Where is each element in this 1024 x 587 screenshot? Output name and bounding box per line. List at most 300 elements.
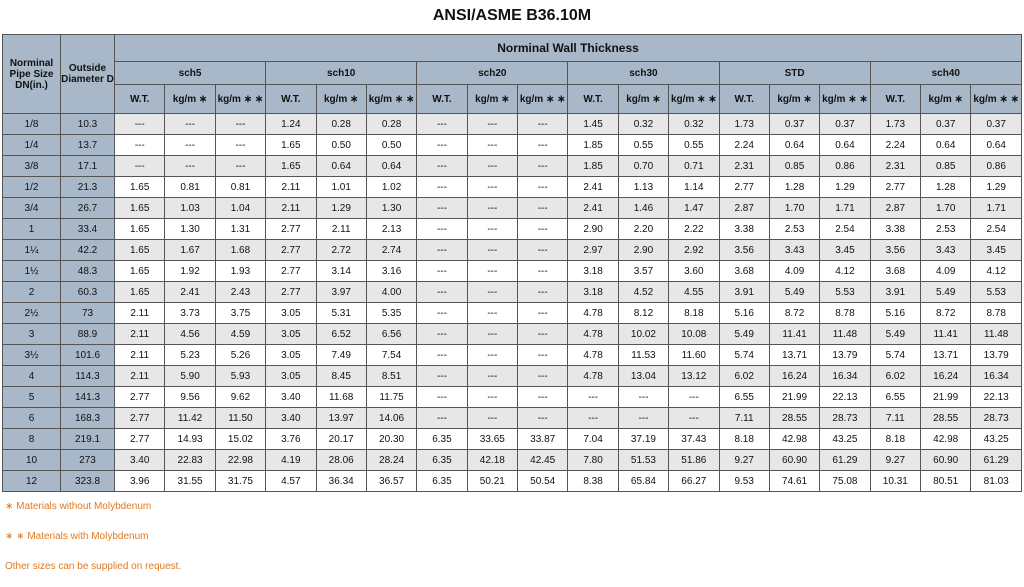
table-cell: 60.90	[769, 450, 819, 471]
weight-subheader: kg/m ∗	[769, 85, 819, 114]
table-cell: 11.48	[971, 324, 1022, 345]
schedule-group-header: sch10	[266, 62, 417, 85]
table-cell: ---	[417, 198, 467, 219]
table-cell: ---	[518, 324, 568, 345]
table-cell: 5.49	[870, 324, 920, 345]
table-cell: ---	[467, 156, 517, 177]
table-cell: 0.64	[366, 156, 416, 177]
table-cell: 5.49	[769, 282, 819, 303]
table-cell: 4.59	[215, 324, 265, 345]
outside-diameter-cell: 114.3	[61, 366, 115, 387]
table-cell: 60.90	[921, 450, 971, 471]
table-cell: 2.77	[266, 261, 316, 282]
table-cell: 2.53	[921, 219, 971, 240]
table-cell: 3.43	[769, 240, 819, 261]
table-cell: ---	[467, 366, 517, 387]
table-cell: ---	[467, 324, 517, 345]
table-row	[3, 198, 1022, 219]
table-cell: 1.30	[165, 219, 215, 240]
table-cell: 3.76	[266, 429, 316, 450]
table-cell: 2.77	[115, 408, 165, 429]
table-row	[3, 471, 1022, 492]
wall-thickness-subheader: W.T.	[115, 85, 165, 114]
pipe-size-cell: 1/4	[3, 135, 61, 156]
table-cell: 21.99	[769, 387, 819, 408]
table-cell: 7.54	[366, 345, 416, 366]
table-cell: 1.92	[165, 261, 215, 282]
table-cell: ---	[518, 135, 568, 156]
table-cell: 11.41	[921, 324, 971, 345]
pipe-size-cell: 4	[3, 366, 61, 387]
table-cell: ---	[518, 408, 568, 429]
table-cell: 1.30	[366, 198, 416, 219]
table-cell: ---	[417, 387, 467, 408]
table-cell: 5.53	[971, 282, 1022, 303]
column-subheader-row	[3, 85, 1022, 114]
table-cell: 3.05	[266, 324, 316, 345]
table-cell: 1.65	[115, 282, 165, 303]
table-cell: 5.16	[719, 303, 769, 324]
table-cell: 3.75	[215, 303, 265, 324]
table-cell: 6.56	[366, 324, 416, 345]
table-cell: 11.53	[618, 345, 668, 366]
table-cell: 8.38	[568, 471, 618, 492]
pipe-schedule-table	[2, 34, 1022, 492]
table-cell: 2.87	[870, 198, 920, 219]
schedule-group-header: sch20	[417, 62, 568, 85]
table-row	[3, 408, 1022, 429]
table-cell: 22.98	[215, 450, 265, 471]
table-cell: 0.64	[820, 135, 870, 156]
table-cell: 2.24	[870, 135, 920, 156]
table-cell: 9.53	[719, 471, 769, 492]
table-cell: 22.13	[971, 387, 1022, 408]
schedule-group-row	[3, 62, 1022, 85]
table-cell: 2.54	[971, 219, 1022, 240]
table-cell: 13.79	[971, 345, 1022, 366]
weight-subheader: kg/m ∗ ∗	[669, 85, 719, 114]
weight-subheader: kg/m ∗ ∗	[366, 85, 416, 114]
table-cell: 8.45	[316, 366, 366, 387]
table-cell: 1.03	[165, 198, 215, 219]
table-cell: 4.55	[669, 282, 719, 303]
table-cell: 1.28	[769, 177, 819, 198]
table-cell: 2.20	[618, 219, 668, 240]
table-cell: ---	[618, 408, 668, 429]
table-row	[3, 135, 1022, 156]
pipe-size-cell: 3/4	[3, 198, 61, 219]
table-cell: 43.25	[971, 429, 1022, 450]
table-cell: ---	[115, 156, 165, 177]
schedule-group-header: sch5	[115, 62, 266, 85]
table-cell: 11.68	[316, 387, 366, 408]
table-cell: 5.31	[316, 303, 366, 324]
table-cell: 6.02	[870, 366, 920, 387]
table-cell: 33.87	[518, 429, 568, 450]
table-cell: 36.34	[316, 471, 366, 492]
table-cell: ---	[467, 219, 517, 240]
table-cell: 3.73	[165, 303, 215, 324]
table-cell: 20.17	[316, 429, 366, 450]
table-cell: ---	[467, 198, 517, 219]
table-cell: 4.78	[568, 366, 618, 387]
table-cell: ---	[467, 135, 517, 156]
table-row	[3, 429, 1022, 450]
table-cell: 9.27	[870, 450, 920, 471]
table-cell: 1.14	[669, 177, 719, 198]
outside-diameter-cell: 10.3	[61, 114, 115, 135]
table-cell: 2.11	[115, 366, 165, 387]
pipe-size-cell: 12	[3, 471, 61, 492]
table-cell: 22.83	[165, 450, 215, 471]
table-cell: 9.56	[165, 387, 215, 408]
table-cell: 1.65	[115, 198, 165, 219]
table-cell: 1.65	[266, 156, 316, 177]
table-cell: 4.00	[366, 282, 416, 303]
outside-diameter-cell: 17.1	[61, 156, 115, 177]
table-cell: 3.91	[719, 282, 769, 303]
table-cell: 2.74	[366, 240, 416, 261]
pipe-size-cell: 1/2	[3, 177, 61, 198]
outside-diameter-cell: 323.8	[61, 471, 115, 492]
table-cell: 65.84	[618, 471, 668, 492]
table-cell: 1.45	[568, 114, 618, 135]
table-cell: 42.98	[769, 429, 819, 450]
table-cell: 2.90	[618, 240, 668, 261]
table-cell: 0.70	[618, 156, 668, 177]
table-cell: 66.27	[669, 471, 719, 492]
pipe-size-cell: 2½	[3, 303, 61, 324]
table-cell: ---	[518, 303, 568, 324]
table-cell: 9.27	[719, 450, 769, 471]
table-cell: 11.60	[669, 345, 719, 366]
table-cell: 11.50	[215, 408, 265, 429]
table-cell: ---	[467, 408, 517, 429]
table-cell: 51.53	[618, 450, 668, 471]
table-cell: ---	[467, 303, 517, 324]
table-cell: 7.04	[568, 429, 618, 450]
table-cell: 3.38	[870, 219, 920, 240]
pipe-size-cell: 3/8	[3, 156, 61, 177]
outside-diameter-cell: 26.7	[61, 198, 115, 219]
table-cell: 2.41	[568, 198, 618, 219]
table-cell: ---	[165, 135, 215, 156]
table-cell: 0.37	[820, 114, 870, 135]
table-cell: 9.62	[215, 387, 265, 408]
outside-diameter-cell: 48.3	[61, 261, 115, 282]
note-other-sizes: Other sizes can be supplied on request.	[5, 561, 182, 572]
table-cell: 6.35	[417, 471, 467, 492]
table-cell: ---	[417, 240, 467, 261]
outside-diameter-cell: 219.1	[61, 429, 115, 450]
table-cell: 0.28	[366, 114, 416, 135]
table-cell: 5.49	[921, 282, 971, 303]
schedule-group-header: sch30	[568, 62, 719, 85]
table-cell: 2.77	[266, 240, 316, 261]
table-cell: 1.71	[820, 198, 870, 219]
table-cell: 2.41	[568, 177, 618, 198]
table-cell: 1.65	[115, 261, 165, 282]
table-cell: 4.78	[568, 345, 618, 366]
table-cell: ---	[618, 387, 668, 408]
weight-subheader: kg/m ∗	[467, 85, 517, 114]
table-cell: 0.85	[769, 156, 819, 177]
table-cell: 7.11	[870, 408, 920, 429]
table-cell: 1.65	[115, 177, 165, 198]
table-cell: 2.22	[669, 219, 719, 240]
table-cell: 2.41	[165, 282, 215, 303]
outside-diameter-cell: 73	[61, 303, 115, 324]
table-cell: 13.04	[618, 366, 668, 387]
outside-diameter-cell: 88.9	[61, 324, 115, 345]
table-cell: 4.78	[568, 324, 618, 345]
table-cell: 8.51	[366, 366, 416, 387]
table-cell: ---	[165, 156, 215, 177]
table-cell: ---	[518, 282, 568, 303]
table-cell: 3.43	[921, 240, 971, 261]
table-cell: 3.97	[316, 282, 366, 303]
table-cell: 4.12	[820, 261, 870, 282]
table-cell: 8.12	[618, 303, 668, 324]
weight-subheader: kg/m ∗ ∗	[518, 85, 568, 114]
table-cell: 2.11	[115, 345, 165, 366]
table-cell: 4.52	[618, 282, 668, 303]
table-cell: ---	[467, 261, 517, 282]
table-cell: ---	[417, 324, 467, 345]
table-cell: 0.32	[618, 114, 668, 135]
pipe-size-cell: 2	[3, 282, 61, 303]
outside-diameter-cell: 60.3	[61, 282, 115, 303]
weight-subheader: kg/m ∗	[921, 85, 971, 114]
table-cell: 3.45	[971, 240, 1022, 261]
table-cell: 1.46	[618, 198, 668, 219]
table-cell: 1.29	[316, 198, 366, 219]
table-cell: 16.24	[769, 366, 819, 387]
table-cell: 1.65	[115, 240, 165, 261]
table-row	[3, 303, 1022, 324]
table-cell: 3.14	[316, 261, 366, 282]
table-cell: 2.11	[115, 303, 165, 324]
table-cell: 75.08	[820, 471, 870, 492]
table-cell: 14.93	[165, 429, 215, 450]
table-cell: 3.38	[719, 219, 769, 240]
table-cell: ---	[467, 345, 517, 366]
table-cell: 0.50	[316, 135, 366, 156]
pipe-size-cell: 3	[3, 324, 61, 345]
table-cell: ---	[518, 156, 568, 177]
table-cell: 1.01	[316, 177, 366, 198]
pipe-size-cell: 8	[3, 429, 61, 450]
table-cell: 3.16	[366, 261, 416, 282]
table-cell: 81.03	[971, 471, 1022, 492]
table-cell: 4.57	[266, 471, 316, 492]
table-cell: 10.31	[870, 471, 920, 492]
schedule-group-header: STD	[719, 62, 870, 85]
table-cell: 28.24	[366, 450, 416, 471]
wall-thickness-subheader: W.T.	[266, 85, 316, 114]
table-row	[3, 345, 1022, 366]
table-cell: ---	[417, 156, 467, 177]
table-cell: 80.51	[921, 471, 971, 492]
table-cell: ---	[215, 135, 265, 156]
table-cell: 42.98	[921, 429, 971, 450]
table-row	[3, 366, 1022, 387]
table-cell: 31.55	[165, 471, 215, 492]
table-cell: 0.28	[316, 114, 366, 135]
table-cell: ---	[417, 261, 467, 282]
pipe-size-cell: 1	[3, 219, 61, 240]
table-cell: 36.57	[366, 471, 416, 492]
wall-thickness-header: Norminal Wall Thickness	[115, 35, 1022, 62]
weight-subheader: kg/m ∗	[316, 85, 366, 114]
table-cell: 13.97	[316, 408, 366, 429]
table-cell: 74.61	[769, 471, 819, 492]
table-cell: ---	[518, 198, 568, 219]
table-cell: ---	[518, 177, 568, 198]
table-cell: 13.71	[769, 345, 819, 366]
table-cell: 6.55	[870, 387, 920, 408]
table-cell: ---	[467, 387, 517, 408]
table-row	[3, 261, 1022, 282]
table-cell: 1.65	[266, 135, 316, 156]
pipe-size-cell: 1/8	[3, 114, 61, 135]
table-cell: 16.24	[921, 366, 971, 387]
table-cell: 5.74	[870, 345, 920, 366]
table-cell: 8.78	[820, 303, 870, 324]
table-cell: 11.48	[820, 324, 870, 345]
table-cell: 1.70	[921, 198, 971, 219]
table-cell: 1.28	[921, 177, 971, 198]
table-cell: 2.77	[266, 282, 316, 303]
table-cell: ---	[417, 135, 467, 156]
table-cell: ---	[115, 135, 165, 156]
weight-subheader: kg/m ∗	[165, 85, 215, 114]
table-cell: 3.05	[266, 366, 316, 387]
table-cell: 11.42	[165, 408, 215, 429]
table-cell: 1.31	[215, 219, 265, 240]
table-cell: ---	[467, 240, 517, 261]
table-cell: ---	[568, 387, 618, 408]
table-cell: 1.47	[669, 198, 719, 219]
table-cell: 3.40	[115, 450, 165, 471]
table-cell: 13.12	[669, 366, 719, 387]
pipe-size-cell: 1¼	[3, 240, 61, 261]
table-cell: 0.64	[316, 156, 366, 177]
table-cell: 51.86	[669, 450, 719, 471]
table-row	[3, 387, 1022, 408]
table-cell: 8.78	[971, 303, 1022, 324]
table-cell: 28.73	[820, 408, 870, 429]
outside-diameter-cell: 13.7	[61, 135, 115, 156]
table-cell: ---	[518, 345, 568, 366]
outside-diameter-cell: 141.3	[61, 387, 115, 408]
table-cell: 5.90	[165, 366, 215, 387]
table-cell: 2.92	[669, 240, 719, 261]
table-cell: 1.67	[165, 240, 215, 261]
table-cell: 1.85	[568, 135, 618, 156]
table-cell: 11.75	[366, 387, 416, 408]
table-cell: 21.99	[921, 387, 971, 408]
weight-subheader: kg/m ∗ ∗	[971, 85, 1022, 114]
table-cell: 3.60	[669, 261, 719, 282]
table-cell: 1.73	[870, 114, 920, 135]
table-cell: 1.71	[971, 198, 1022, 219]
table-cell: 2.90	[568, 219, 618, 240]
table-cell: 42.45	[518, 450, 568, 471]
table-cell: ---	[417, 303, 467, 324]
table-cell: ---	[518, 387, 568, 408]
table-cell: 5.53	[820, 282, 870, 303]
table-cell: 31.75	[215, 471, 265, 492]
table-cell: 4.12	[971, 261, 1022, 282]
weight-subheader: kg/m ∗ ∗	[820, 85, 870, 114]
table-cell: 4.19	[266, 450, 316, 471]
pipe-size-cell: 6	[3, 408, 61, 429]
table-cell: 2.77	[870, 177, 920, 198]
pipe-size-cell: 3½	[3, 345, 61, 366]
table-cell: 7.11	[719, 408, 769, 429]
table-cell: ---	[467, 282, 517, 303]
table-cell: ---	[518, 366, 568, 387]
table-cell: 1.68	[215, 240, 265, 261]
table-row	[3, 240, 1022, 261]
table-cell: 0.81	[215, 177, 265, 198]
schedule-group-header: sch40	[870, 62, 1021, 85]
table-cell: 15.02	[215, 429, 265, 450]
table-cell: 0.37	[769, 114, 819, 135]
table-cell: 1.73	[719, 114, 769, 135]
table-cell: 11.41	[769, 324, 819, 345]
table-cell: 2.77	[266, 219, 316, 240]
pipe-size-cell: 5	[3, 387, 61, 408]
table-cell: 6.02	[719, 366, 769, 387]
table-cell: 0.50	[366, 135, 416, 156]
table-cell: 61.29	[971, 450, 1022, 471]
table-header	[3, 35, 1022, 114]
table-cell: 0.55	[618, 135, 668, 156]
table-cell: ---	[467, 114, 517, 135]
table-cell: 2.72	[316, 240, 366, 261]
table-cell: ---	[568, 408, 618, 429]
table-cell: ---	[417, 408, 467, 429]
table-cell: 3.40	[266, 408, 316, 429]
table-cell: 16.34	[971, 366, 1022, 387]
table-cell: 3.68	[870, 261, 920, 282]
table-cell: 4.09	[921, 261, 971, 282]
wall-thickness-subheader: W.T.	[870, 85, 920, 114]
table-cell: 13.71	[921, 345, 971, 366]
table-cell: ---	[215, 156, 265, 177]
table-row	[3, 156, 1022, 177]
note-without-molybdenum: ∗ Materials without Molybdenum	[5, 501, 152, 512]
table-cell: ---	[165, 114, 215, 135]
table-cell: 2.11	[266, 198, 316, 219]
table-cell: 42.18	[467, 450, 517, 471]
table-row	[3, 114, 1022, 135]
table-cell: ---	[669, 408, 719, 429]
table-cell: 13.79	[820, 345, 870, 366]
table-cell: 2.77	[115, 387, 165, 408]
pipe-size-cell: 1½	[3, 261, 61, 282]
outside-diameter-cell: 168.3	[61, 408, 115, 429]
table-cell: 1.85	[568, 156, 618, 177]
table-cell: ---	[518, 240, 568, 261]
table-cell: 1.65	[115, 219, 165, 240]
table-cell: 20.30	[366, 429, 416, 450]
table-cell: 3.57	[618, 261, 668, 282]
table-cell: 2.43	[215, 282, 265, 303]
table-cell: ---	[417, 177, 467, 198]
